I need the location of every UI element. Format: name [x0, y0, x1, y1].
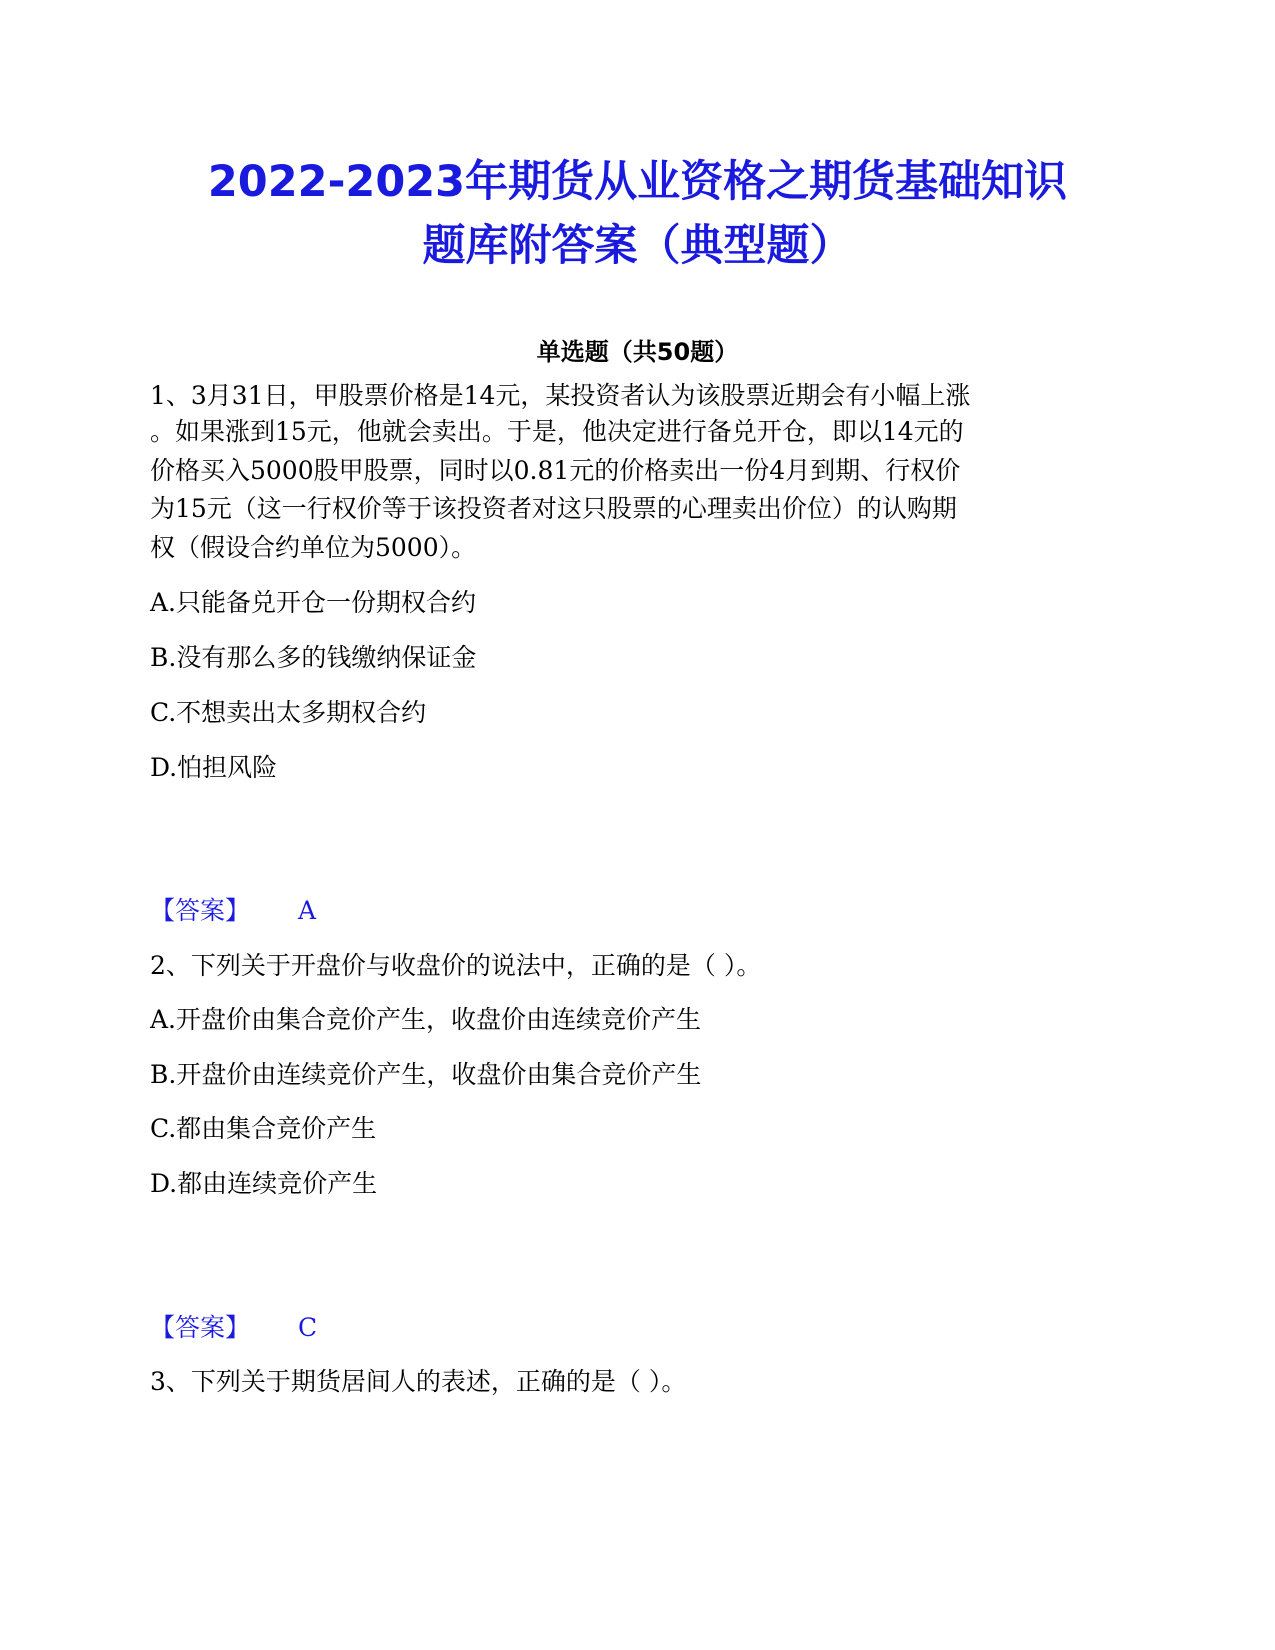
question-1-stem-line: 价格买入5000股甲股票，同时以0.81元的价格卖出一份4月到期、行权价: [150, 456, 961, 485]
question-1-answer: [150, 893, 316, 929]
answer-value: A: [298, 896, 317, 925]
question-3-stem: 3、下列关于期货居间人的表述，正确的是（ ）。: [150, 1367, 687, 1396]
document-title-line-2: 题库附答案（典型题）: [422, 221, 853, 271]
question-2-answer: [150, 1310, 317, 1346]
question-1-option-b: B.没有那么多的钱缴纳保证金: [150, 643, 477, 672]
document-title-line-1: 2022-2023年期货从业资格之期货基础知识: [207, 157, 1068, 207]
question-1-option-a: A.只能备兑开仓一份期权合约: [150, 588, 477, 617]
question-1-stem-line: 。如果涨到15元，他就会卖出。于是，他决定进行备兑开仓，即以14元的: [150, 417, 964, 446]
question-1-stem-line: 为15元（这一行权价等于该投资者对这只股票的心理卖出价位）的认购期: [150, 494, 957, 523]
answer-label: 【答案】: [150, 896, 251, 925]
question-1-option-c: C.不想卖出太多期权合约: [150, 698, 427, 727]
question-2-option-a: A.开盘价由集合竞价产生，收盘价由连续竞价产生: [150, 1005, 702, 1034]
question-2-option-d: D.都由连续竞价产生: [150, 1169, 378, 1198]
question-2-option-b: B.开盘价由连续竞价产生，收盘价由集合竞价产生: [150, 1060, 702, 1089]
question-1-stem-line: 1、3月31日，甲股票价格是14元，某投资者认为该股票近期会有小幅上涨: [150, 381, 971, 410]
question-2-stem: 2、下列关于开盘价与收盘价的说法中，正确的是（ ）。: [150, 951, 762, 980]
question-1-option-d: D.怕担风险: [150, 753, 278, 782]
answer-label: 【答案】: [150, 1313, 251, 1342]
section-heading: 单选题（共50题）: [536, 338, 739, 366]
answer-value: C: [298, 1313, 318, 1342]
question-1-stem-line: 权（假设合约单位为5000）。: [150, 533, 477, 562]
question-2-option-c: C.都由集合竞价产生: [150, 1114, 377, 1143]
